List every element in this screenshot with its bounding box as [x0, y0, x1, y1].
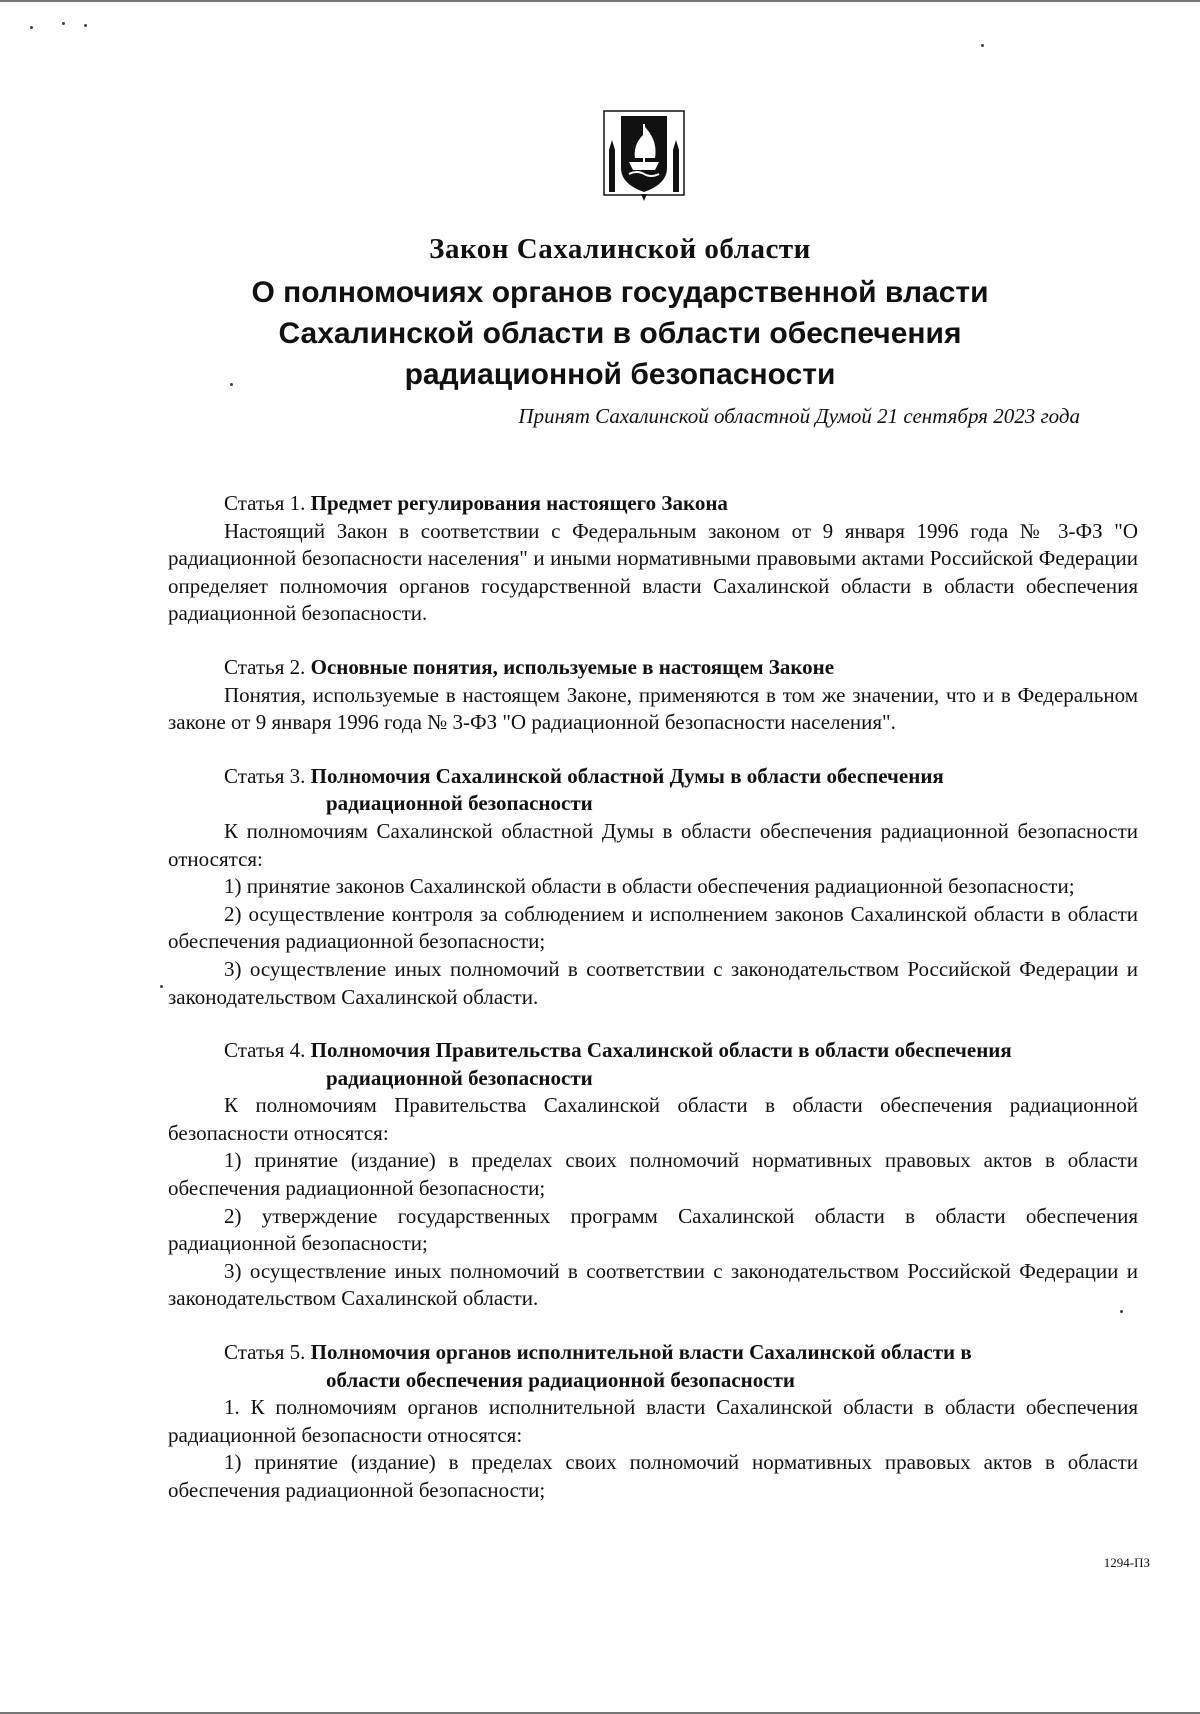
article-heading	[168, 490, 1138, 518]
article-title: Предмет регулирования настоящего Закона	[310, 491, 728, 515]
article-title-continued: радиационной безопасности	[326, 1065, 593, 1090]
article-paragraph: К полномочиям Правительства Сахалинской области в области обеспечения радиационной безопасности относятся:	[168, 1093, 1138, 1145]
article-list-item: 1) принятие (издание) в пределах своих полномочий нормативных правовых актов в области обеспечения радиационной безопасности;	[168, 1450, 1138, 1502]
article-4	[168, 1037, 1138, 1313]
article-list-item: 2) осуществление контроля за соблюдением и исполнением законов Сахалинской области в области обеспечения радиационной безопасности;	[168, 901, 1138, 954]
article-list-item: 3) осуществление иных полномочий в соответствии с законодательством Российской Федерации и законодательством Сахалинской области.	[168, 1258, 1138, 1311]
article-2	[168, 654, 1138, 737]
article-heading	[168, 763, 1138, 791]
article-heading	[168, 1037, 1138, 1065]
scan-speck	[62, 22, 65, 25]
article-number: Статья 4.	[224, 1038, 306, 1063]
article-number: Статья 2.	[224, 654, 306, 679]
law-body	[168, 490, 1138, 1531]
article-title: Полномочия органов исполнительной власти Сахалинской области в	[310, 1340, 972, 1365]
article-paragraph: Понятия, используемые в настоящем Законе, применяются в том же значении, что и в Федеральном законе от 9 января 1996 года № 3-ФЗ "О радиационной безопасности населения".	[168, 682, 1138, 735]
scan-speck	[160, 985, 163, 988]
scan-speck	[30, 26, 33, 29]
article-number: Статья 3.	[224, 763, 306, 788]
law-subtitle-line: радиационной безопасности	[404, 358, 836, 391]
article-list-item: 3) осуществление иных полномочий в соответствии с законодательством Российской Федерации и законодательством Сахалинской области.	[168, 956, 1138, 1009]
article-1	[168, 490, 1138, 628]
law-subtitle-line: О полномочиях органов государственной власти	[251, 276, 989, 309]
scan-speck	[84, 24, 87, 27]
article-5	[168, 1339, 1138, 1505]
article-heading	[168, 1339, 1138, 1367]
article-paragraph: Настоящий Закон в соответствии с Федеральным законом от 9 января 1996 года № 3-ФЗ "О радиационной безопасности населения" и иными нормативными правовыми актами Российской Федерации определяет полномочия органов государственной власти Сахалинской области в области обеспечения радиационной безопасности.	[168, 518, 1138, 626]
adoption-note: Принят Сахалинской областной Думой 21 сентября 2023 года	[518, 404, 1080, 428]
article-title: Полномочия Сахалинской областной Думы в области обеспечения	[310, 763, 944, 788]
law-subtitle	[160, 272, 1080, 395]
article-paragraph: 1. К полномочиям органов исполнительной власти Сахалинской области в области обеспечения радиационной безопасности относятся:	[168, 1395, 1138, 1447]
article-number: Статья 1.	[224, 491, 306, 515]
sakhalin-coat-of-arms-icon	[603, 110, 685, 202]
law-title: Закон Сахалинской области	[429, 233, 811, 265]
article-title-continued: радиационной безопасности	[326, 791, 593, 816]
article-title-continued: области обеспечения радиационной безопасности	[326, 1367, 796, 1392]
document-header	[160, 232, 1080, 395]
scan-top-edge	[0, 0, 1200, 2]
article-title: Полномочия Правительства Сахалинской области в области обеспечения	[310, 1038, 1012, 1063]
article-list-item: 2) утверждение государственных программ Сахалинской области в области обеспечения радиационной безопасности;	[168, 1203, 1138, 1256]
article-number: Статья 5.	[224, 1340, 306, 1365]
article-title: Основные понятия, используемые в настоящем Законе	[310, 654, 835, 679]
law-subtitle-line: Сахалинской области в области обеспечения	[278, 317, 962, 350]
article-paragraph: К полномочиям Сахалинской областной Думы в области обеспечения радиационной безопасности относятся:	[168, 818, 1138, 871]
scan-speck	[981, 44, 984, 47]
article-3	[168, 763, 1138, 1011]
article-list-item: 1) принятие (издание) в пределах своих полномочий нормативных правовых актов в области обеспечения радиационной безопасности;	[168, 1148, 1138, 1201]
article-list-item: 1) принятие законов Сахалинской области в области обеспечения радиационной безопасности;	[224, 874, 1075, 899]
page-code: 1294-ПЗ	[1103, 1555, 1150, 1570]
article-heading	[168, 654, 1138, 682]
